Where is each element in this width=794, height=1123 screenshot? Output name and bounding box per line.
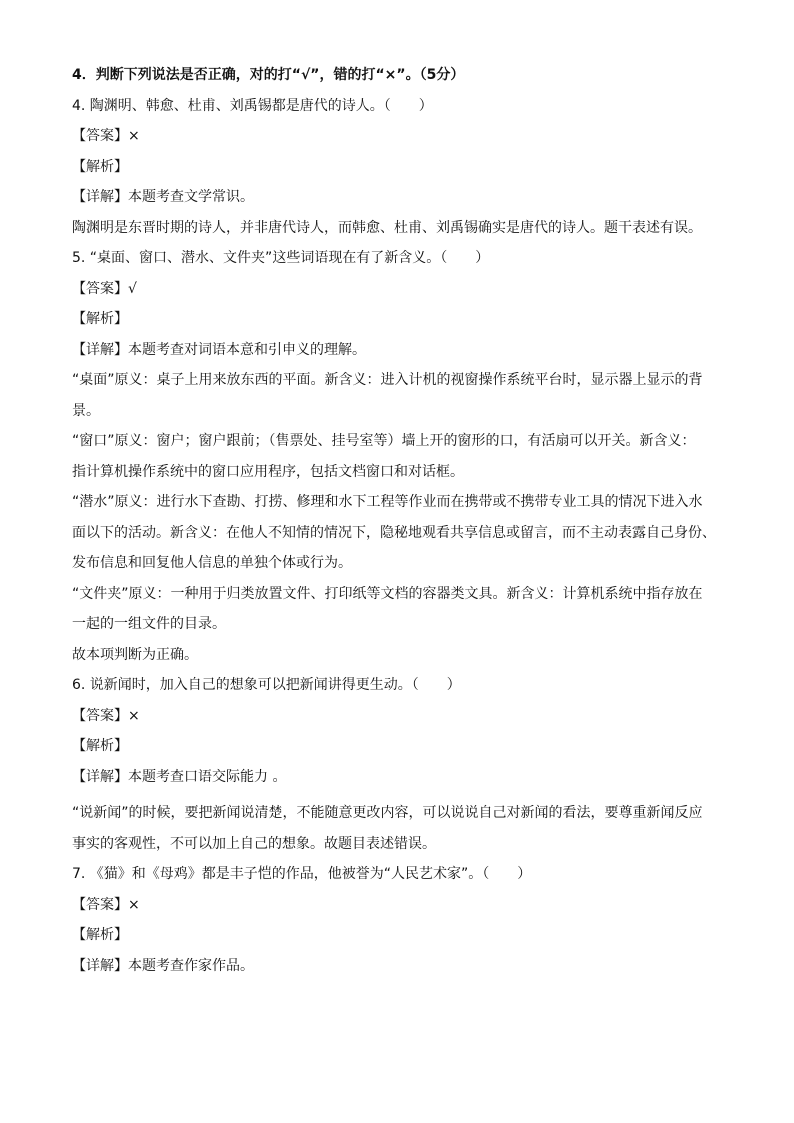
q5-body-line: 一起的一组文件的目录。 bbox=[72, 616, 226, 632]
q6-answer: 【答案】× bbox=[72, 707, 140, 724]
q5-analysis: 【解析】 bbox=[72, 311, 128, 327]
q5-body-line: 景。 bbox=[72, 402, 100, 419]
q4-analysis: 【解析】 bbox=[72, 158, 128, 175]
q5-body-line: “文件夹”原义：一种用于归类放置文件、打印纸等文档的容器类文具。新含义：计算机系统中指存放在 bbox=[72, 585, 703, 602]
q5-detail: 【详解】本题考查对词语本意和引申义的理解。 bbox=[72, 341, 366, 358]
q4-question: 4. 陶渊明、韩愈、杜甫、刘禹锡都是唐代的诗人。（ ） bbox=[72, 97, 433, 114]
q4-body-line: 陶渊明是东晋时期的诗人，并非唐代诗人，而韩愈、杜甫、刘禹锡确实是唐代的诗人。题干表述有误。 bbox=[72, 219, 702, 236]
q6-body-line: 事实的客观性，不可以加上自己的想象。故题目表述错误。 bbox=[72, 835, 436, 852]
q7-question: 7. 《猫》和《母鸡》都是丰子恺的作品，他被誉为“人民艺术家”。（ ） bbox=[72, 866, 532, 882]
q6-question: 6. 说新闻时，加入自己的想象可以把新闻讲得更生动。（ ） bbox=[72, 677, 461, 693]
q5-body-line: 指计算机操作系统中的窗口应用程序，包括文档窗口和对话框。 bbox=[72, 463, 464, 480]
section-title: 4．判断下列说法是否正确，对的打“√”，错的打“×”。（5分） bbox=[72, 67, 465, 83]
q5-body-line: “窗口”原义：窗户；窗户跟前；（售票处、挂号室等）墙上开的窗形的口，有活扇可以开关。新含义： bbox=[72, 433, 696, 449]
q5-body-line: 发布信息和回复他人信息的单独个体或行为。 bbox=[72, 555, 352, 571]
q5-body-line: “桌面”原义：桌子上用来放东西的平面。新含义：进入计机的视窗操作系统平台时，显示器上显示的背 bbox=[72, 372, 703, 388]
q5-body-line: 面以下的活动。新含义：在他人不知情的情况下，隐秘地观看共享信息或留言，而不主动表露自己身份、 bbox=[72, 524, 716, 541]
q4-answer: 【答案】× bbox=[72, 128, 140, 144]
q4-detail: 【详解】本题考查文学常识。 bbox=[72, 189, 254, 205]
q5-question: 5. “桌面、窗口、潜水、文件夹”这些词语现在有了新含义。（ ） bbox=[72, 250, 490, 266]
q6-body-line: “说新闻”的时候，要把新闻说清楚，不能随意更改内容，可以说说自己对新闻的看法，要尊重新闻反应 bbox=[72, 805, 703, 821]
q7-detail: 【详解】本题考查作家作品。 bbox=[72, 957, 254, 974]
q6-detail: 【详解】本题考查口语交际能力 。 bbox=[72, 768, 287, 785]
document-page bbox=[72, 60, 732, 981]
q5-body-line: “潜水”原义：进行水下查勘、打捞、修理和水下工程等作业而在携带或不携带专业工具的情况下进入水 bbox=[72, 494, 703, 510]
q5-body-line: 故本项判断为正确。 bbox=[72, 646, 198, 663]
q7-analysis: 【解析】 bbox=[72, 927, 128, 943]
q7-answer: 【答案】× bbox=[72, 896, 140, 913]
q6-analysis: 【解析】 bbox=[72, 738, 128, 754]
q5-answer: 【答案】√ bbox=[72, 280, 137, 297]
